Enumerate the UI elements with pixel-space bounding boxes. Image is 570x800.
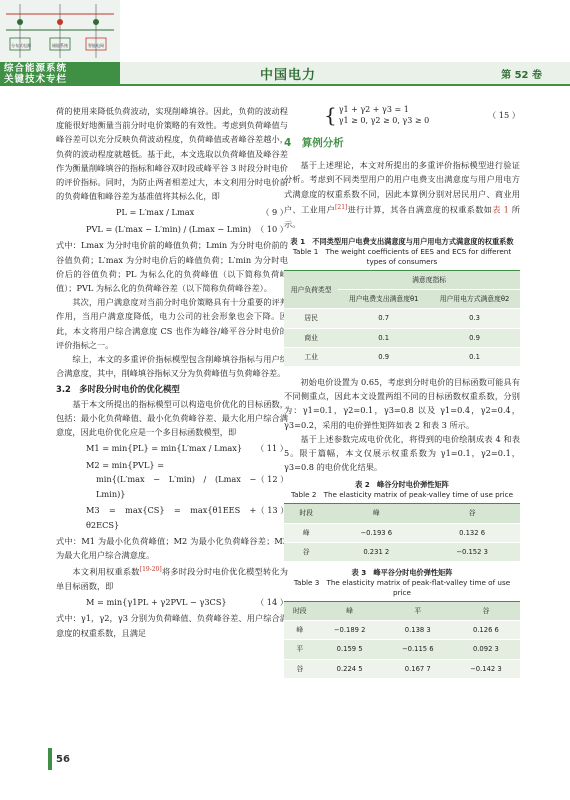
caption-cn: 表 2 峰谷分时电价弹性矩阵 [355, 480, 449, 490]
right-column [284, 104, 520, 679]
table-cell: −0.142 3 [452, 659, 520, 678]
text-run: 所示。 [284, 204, 520, 229]
header-img-label: 储能系统 [52, 43, 68, 48]
table-cell: −0.115 6 [384, 640, 452, 659]
subsection-heading: 3.2 多时段分时电价的优化模型 [56, 384, 180, 395]
table-row [284, 621, 520, 640]
table-cell: 0.3 [429, 309, 520, 328]
table-cell: −0.189 2 [316, 621, 384, 640]
equation-number: （ 14 ） [256, 596, 288, 607]
header-rule [120, 84, 570, 86]
equation-number: （ 12 ） [256, 474, 289, 485]
equation-12 [56, 458, 288, 502]
paragraph: 基于上述参数完成电价优化，将得到的电价绘制成表 4 和表 5。限于篇幅，本文仅展示权重系数为 γ1=0.1，γ2=0.1，γ3=0.8 的电价优化结果。 [284, 433, 520, 473]
equation-text: PL = L′max / Lmax [116, 207, 195, 218]
text-run: 进行计算，其各自满意度的权重系数如 [347, 204, 493, 215]
table-header-cell: 时段 [284, 504, 328, 523]
table-cell: 0.9 [429, 328, 520, 347]
table-row [284, 640, 520, 659]
equation-text: γ1 + γ2 + γ3 = 1 [338, 105, 409, 114]
table-cell: 峰 [284, 621, 316, 640]
citation-link[interactable]: [19-20] [139, 565, 162, 573]
table-cell: 0.7 [338, 309, 429, 328]
table-2-caption [284, 480, 520, 500]
table-header-cell: 用户电费支出满意度θ1 [338, 290, 429, 309]
page-header [0, 0, 570, 86]
table-cell: 0.132 6 [424, 523, 520, 542]
volume-number: 第 52 卷 [501, 70, 542, 81]
text-run: 基于上述理论，本文对所提出的多重评价指标模型进行验证分析。考虑到不同类型用户的用户电费支出满意度与用户用电方式满意度的权重系数不同，因此本算例分别对居民用户、商业用户、工业用户 [284, 160, 520, 215]
table-row [284, 523, 520, 542]
table-3-caption [284, 568, 520, 598]
section-heading: 4 算例分析 [284, 137, 344, 149]
equation-9 [56, 205, 288, 220]
paragraph: 式中：γ1，γ2，γ3 分别为负荷峰值、负荷峰谷差、用户综合满意度的权重系数，且满足 [56, 613, 288, 638]
table-cell: 0.092 3 [452, 640, 520, 659]
table-1 [284, 270, 520, 367]
table-cell: 0.167 7 [384, 659, 452, 678]
table-cell: 峰 [284, 523, 328, 542]
table-cell: 平 [284, 640, 316, 659]
brace-symbol: { [324, 103, 337, 127]
paragraph: 式中：M1 为最小化负荷峰值；M2 为最小化负荷峰谷差；M3 为最大化用户综合满意度。 [56, 536, 288, 561]
citation-link[interactable]: [21] [335, 203, 348, 211]
equation-number: （ 13 ） [256, 505, 289, 516]
equation-number: （ 11 ） [256, 443, 288, 454]
table-header-cell: 时段 [284, 602, 316, 621]
journal-title: 中国电力 [260, 68, 317, 83]
equation-11 [56, 441, 288, 456]
table-header-cell: 谷 [452, 602, 520, 621]
footer-accent-bar [48, 748, 52, 770]
table-cell: 0.126 6 [452, 621, 520, 640]
page-number: 56 [56, 754, 70, 765]
caption-en: Table 3 The elasticity matrix of peak-flat-valley time of use price [293, 578, 511, 597]
paragraph: 综上，本文的多重评价指标模型包含削峰填谷指标与用户综合满意度，其中，削峰填谷指标又分为负荷峰值与负荷峰谷差。 [56, 354, 288, 379]
equation-13 [56, 503, 288, 532]
table-row [284, 347, 520, 366]
table-cell: 商业 [284, 328, 338, 347]
table-header-cell: 用户用电方式满意度θ2 [429, 290, 520, 309]
table-2 [284, 503, 520, 562]
equation-14 [56, 595, 288, 610]
paragraph [284, 158, 520, 231]
table-3 [284, 601, 520, 679]
table-cell: 居民 [284, 309, 338, 328]
left-column [56, 104, 288, 640]
grid-diagram-icon [0, 0, 120, 62]
equation-text: min{(L′max − L′min) / (Lmax − Lmin)} [96, 474, 257, 499]
equation-text: M = min{γ1PL + γ2PVL − γ3CS} [86, 596, 227, 607]
paragraph: 初始电价设置为 0.65，考虑到分时电价的目标函数可能具有不同侧重点，因此本文设置两组不同的目标函数权重系数，分别为：γ1=0.1，γ2=0.1，γ3=0.8 以及 γ1=0.4，γ2=0.4，γ3=0.2，采用的电价弹性矩阵如表 2 和表 3 所示。 [284, 376, 520, 430]
table-header-cell: 峰 [328, 504, 424, 523]
table-row [284, 309, 520, 328]
table-cell: −0.193 6 [328, 523, 424, 542]
equation-number: （ 15 ） [488, 109, 520, 120]
equation-text: M3 = max{CS} = max{θ1EES + θ2ECS} [86, 505, 257, 530]
equation-10 [56, 222, 288, 237]
table-cell: 谷 [284, 542, 328, 561]
table-cell: 0.1 [429, 347, 520, 366]
paragraph: 式中：Lmax 为分时电价前的峰值负荷；Lmin 为分时电价前的谷值负荷；L′max 为分时电价后的峰值负荷；L′min 为分时电价后的谷值负荷；PL 为标么化的负荷峰值（以下简称负荷峰值）；PVL 为标么化的负荷峰谷差（以下简称负荷峰谷差）。 [56, 240, 288, 294]
table-header-cell: 用户负荷类型 [284, 270, 338, 308]
table-cell: 0.9 [338, 347, 429, 366]
equation-text: γ1 ≥ 0, γ2 ≥ 0, γ3 ≥ 0 [338, 116, 430, 125]
header-img-label: 分布式电源 [11, 43, 31, 48]
equation-number: （ 10 ） [256, 223, 288, 234]
table-row [284, 328, 520, 347]
equation-text: PVL = (L′max − L′min) / (Lmax − Lmin) [86, 223, 252, 234]
table-row [284, 659, 520, 678]
caption-en: Table 1 The weight coefficients of EES and ECS for different types of consumers [292, 246, 512, 266]
table-header-cell: 峰 [316, 602, 384, 621]
header-illustration [0, 0, 120, 62]
table-cell: −0.152 3 [424, 542, 520, 561]
paragraph: 荷的使用来降低负荷波动，实现削峰填谷。因此，负荷的波动程度能很好地衡量当前分时电价策略的有效性。考虑到负荷峰值与峰谷差可以充分反映负荷波动程度，负荷峰值或者峰谷差越小，负荷的波动程度就越低。基于此，本文选取以负荷峰值及峰谷差作为衡量削峰填谷的指标和峰谷双时段或峰平谷 3 时段分时电价的评价指标。同时，为防止两者相差过大，本文利用分时电价前的负荷峰值和峰谷差为基准值将其标么化，即 [56, 106, 288, 202]
caption-cn: 表 3 峰平谷分时电价弹性矩阵 [351, 568, 453, 577]
table-reference-link[interactable]: 表 1 [492, 204, 509, 215]
logo-line-2: 关键技术专栏 [4, 73, 68, 85]
paragraph: 其次，用户满意度对当前分时电价策略具有十分重要的评判作用，当用户满意度降低，电力公司的社会形象也会下降。因此，本文将用户综合满意度 CS 也作为峰谷/峰平谷分时电价的评价指标之一。 [56, 297, 288, 350]
equation-15 [284, 104, 520, 126]
table-cell: 0.138 3 [384, 621, 452, 640]
table-cell: 谷 [284, 659, 316, 678]
table-cell: 0.159 5 [316, 640, 384, 659]
table-header-cell: 谷 [424, 504, 520, 523]
text-run: 本文利用权重系数 [72, 566, 140, 577]
table-cell: 0.224 5 [316, 659, 384, 678]
equation-number: （ 9 ） [261, 207, 288, 218]
text-run: 将多时段分时电价优化模型转化为单目标函数，即 [56, 566, 288, 591]
table-cell: 0.1 [338, 328, 429, 347]
caption-cn: 表 1 不同类型用户电费支出满意度与用户用电方式满意度的权重系数 [290, 236, 514, 246]
table-cell: 0.231 2 [328, 542, 424, 561]
caption-en: Table 2 The elasticity matrix of peak-valley time of use price [290, 490, 514, 500]
equation-text: M2 = min{PVL} = [86, 459, 165, 470]
table-header-cell: 平 [384, 602, 452, 621]
equation-text: M1 = min{PL} = min{L′max / Lmax} [86, 443, 243, 454]
table-header-cell: 满意度指标 [338, 270, 520, 289]
paragraph: 基于本文所提出的指标模型可以构造电价优化的目标函数，包括：最小化负荷峰值、最小化负荷峰谷差、最大化用户综合满意度，因此电价优化应是一个多目标函数模型，即 [56, 398, 288, 438]
header-img-label: 智能电网 [88, 43, 104, 48]
table-row [284, 542, 520, 561]
column-logo [4, 64, 116, 85]
logo-line-1: 综合能源系统 [4, 63, 68, 74]
table-cell: 工业 [284, 347, 338, 366]
paragraph [56, 563, 288, 593]
table-1-caption [284, 237, 520, 267]
